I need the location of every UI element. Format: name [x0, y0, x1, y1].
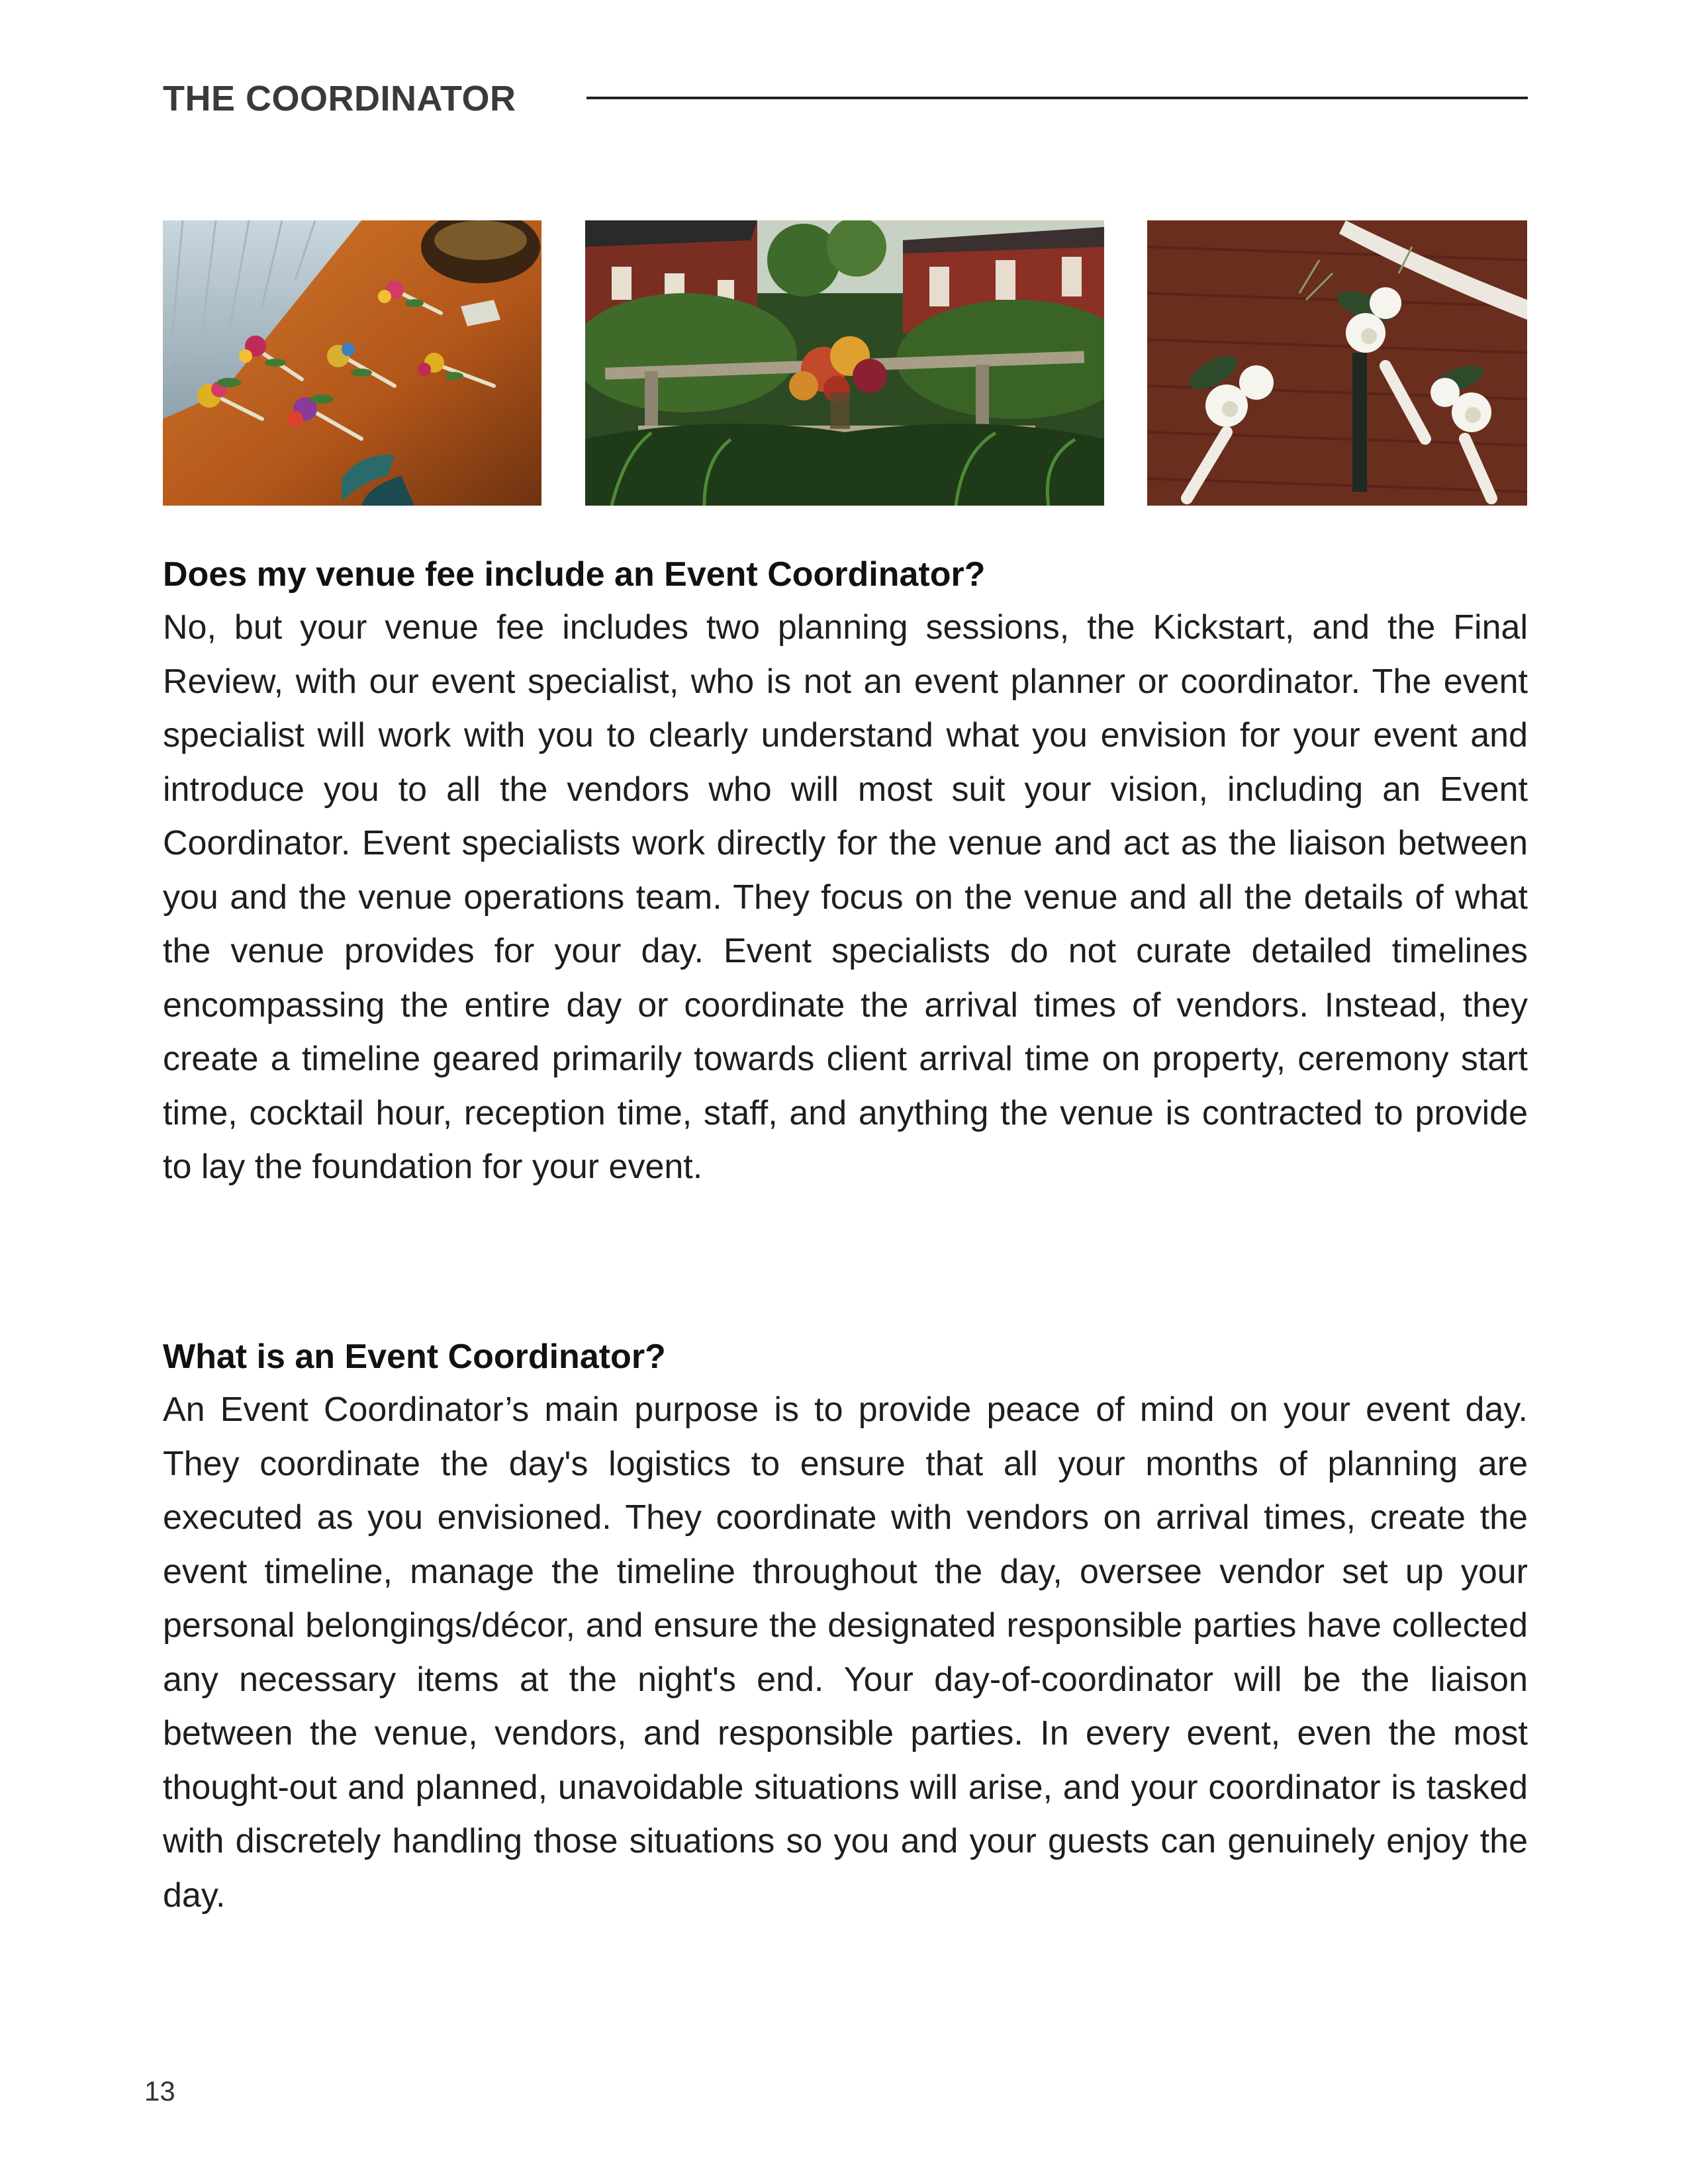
faq-event-coordinator — [163, 1330, 1528, 1923]
section-title: THE COORDINATOR — [163, 79, 516, 118]
page-header — [163, 71, 1528, 127]
faq-question: What is an Event Coordinator? — [163, 1338, 666, 1376]
white-boutonnieres-on-wood-photo — [1147, 220, 1527, 506]
faq-question: Does my venue fee include an Event Coordinator? — [163, 555, 986, 594]
faq-venue-fee — [163, 548, 1528, 1195]
faq-answer: An Event Coordinator’s main purpose is to provide peace of mind on your event day. They coordinate the day's logistics to ensure that all your months of planning are executed as you envisioned. They coordinate with vendors on arrival times, create the event timeline, manage the timeline throughout the day, oversee vendor set up your personal belongings/décor, and ensure the designated responsible parties have collected any necessary items at the night's end. Your day-of-coordinator will be the liaison between the venue, vendors, and responsible parties. In every event, even the most thought-out and planned, unavoidable situations will arise, and your coordinator is tasked with discretely handling those situations so you and your guests can genuinely enjoy the day. — [163, 1390, 1528, 1915]
bouquet-on-garden-bench-photo — [585, 220, 1104, 506]
boutonnieres-on-table-photo — [163, 220, 541, 506]
faq-answer: No, but your venue fee includes two planning sessions, the Kickstart, and the Final Review, with our event specialist, who is not an event planner or coordinator. The event specialist will work with you to clearly understand what you envision for your event and introduce you to all the vendors who will most suit your vision, including an Event Coordinator. Event specialists work directly for the venue and act as the liaison between you and the venue operations team. They focus on the venue and all the details of what the venue provides for your day. Event specialists do not curate detailed timelines encompassing the entire day or coordinate the arrival times of vendors. Instead, they create a timeline geared primarily towards client arrival time on property, ceremony start time, cocktail hour, reception time, staff, and anything the venue is contracted to provide to lay the foundation for your event. — [163, 608, 1528, 1186]
page-number: 13 — [144, 2075, 175, 2107]
header-divider — [586, 97, 1528, 99]
